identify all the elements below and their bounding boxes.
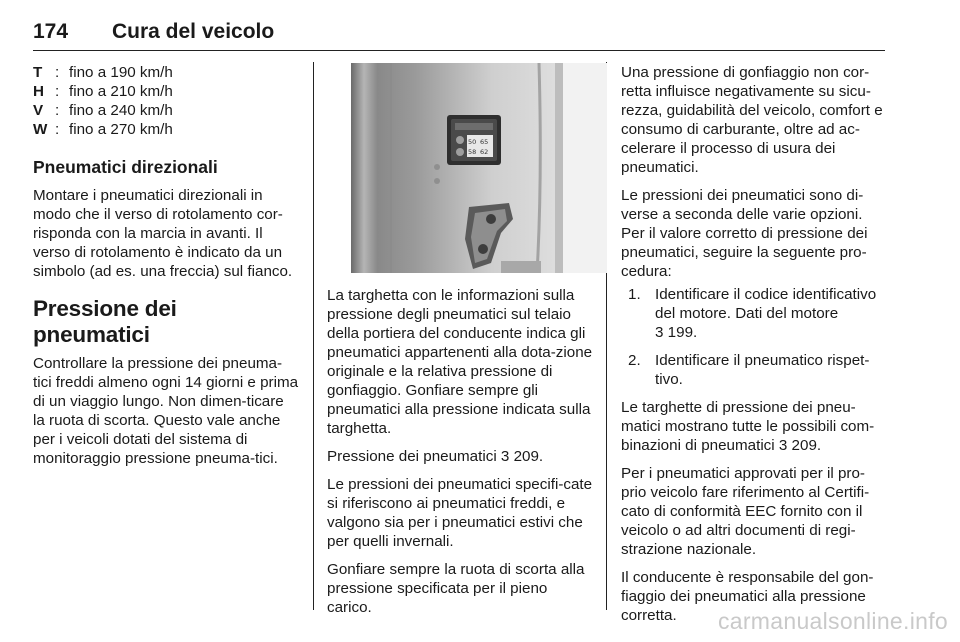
watermark-text: carmanualsonline.info (717, 608, 948, 634)
column-divider-1 (313, 62, 314, 610)
page-title: Cura del veicolo (112, 20, 275, 43)
spare-wheel-paragraph: Gonfiare sempre la ruota di scorta alla pressione specificata per il pieno carico. (327, 561, 585, 616)
speed-code: W (33, 121, 48, 138)
labels-text: Le targhette di pressione dei pneu-matici mostrano tutte le possibili com-binazioni di pneumatici (621, 399, 875, 454)
reference-text: Pressione dei pneumatici (327, 448, 501, 465)
page-header (33, 18, 885, 51)
column-1 (33, 63, 299, 477)
column-3 (621, 63, 887, 634)
speed-code-separator: : (55, 83, 60, 100)
step-text: Identificare il codice identificativo del motore. Dati del motore (655, 286, 877, 322)
cold-tyres-paragraph: Le pressioni dei pneumatici specifi-cate si riferiscono ai pneumatici freddi, e valgono sia per i pneumatici estivi che per quelli invernali. (327, 476, 593, 550)
pressure-reference (327, 447, 593, 466)
door-frame-photo (351, 63, 607, 273)
speed-code-text: fino a 210 km/h (69, 83, 173, 100)
speed-code: H (33, 83, 44, 100)
speed-code-text: fino a 240 km/h (69, 102, 173, 119)
incorrect-pressure-paragraph: Una pressione di gonfiaggio non cor-retta influisce negativamente su sicu-rezza, guidabilità del veicolo, comfort e consumo di carburante, oltre ad ac-celerare il processo di usura dei pneumatici. (621, 64, 883, 176)
figure-caption: La targhetta con le informazioni sulla pressione degli pneumatici sul telaio della portiera del conducente indica gli pneumatici appartenenti alla dota-zione originale e la relativa pressione di gonfiaggio. Gonfiare sempre gli pneumatici alla pressione indicata sulla targhetta. (327, 287, 593, 437)
step-text-wrap (655, 285, 887, 342)
page-ref-arrow-icon: 3 (655, 324, 664, 341)
speed-code-text: fino a 270 km/h (69, 121, 173, 138)
page-ref-arrow-icon: 3 (500, 448, 510, 465)
speed-code-row (33, 82, 299, 101)
procedure-step (621, 285, 887, 342)
door-frame-illustration (351, 63, 607, 273)
speed-code-row (33, 120, 299, 139)
speed-code-row (33, 101, 299, 120)
step-reference: 199. (663, 324, 698, 341)
driver-responsibility-paragraph: Il conducente è responsabile del gon-fiaggio dei pneumatici alla pressione corretta. (621, 569, 874, 624)
speed-code-text: fino a 190 km/h (69, 64, 173, 81)
labels-reference: 209. (787, 437, 822, 454)
column-2 (327, 63, 593, 626)
speed-code-separator: : (55, 64, 60, 81)
pressure-options-paragraph: Le pressioni dei pneumatici sono di-verse a seconda delle varie opzioni. Per il valore corretto di pressione dei pneumatici, seguire la seguente pro-cedura: (621, 187, 868, 280)
speed-code-list (33, 63, 299, 139)
procedure-step (621, 351, 887, 389)
speed-code: T (33, 64, 43, 81)
tyre-pressure-paragraph: Controllare la pressione dei pneuma-tici freddi almeno ogni 14 giorni e prima di un viaggio lungo. Non dimen-ticare la ruota di scorta. Questo vale anche per i veicoli dotati del sistema di monitoraggio pressione pneuma-tici. (33, 355, 299, 467)
step-number: 1. (628, 286, 641, 303)
directional-tyres-paragraph: Montare i pneumatici direzionali in modo che il verso di rotolamento cor-risponda con la marcia in avanti. Il verso di rotolamento è indicato da un simbolo (ad es. una freccia) sul fianco. (33, 187, 293, 280)
step-text: Identificare il pneumatico rispet-tivo. (655, 352, 870, 388)
approved-tyres-paragraph: Per i pneumatici approvati per il pro-prio veicolo fare riferimento al Certifi-cato di conformità EEC fornito con il veicolo o ad altri documenti di regi-strazione nazionale. (621, 465, 870, 558)
pressure-labels-paragraph (621, 398, 887, 455)
step-number: 2. (628, 352, 641, 369)
label-value: 62 (480, 148, 489, 156)
speed-code-separator: : (55, 102, 60, 119)
tyre-pressure-heading: Pressione dei pneumatici (33, 296, 177, 347)
page-ref-arrow-icon: 3 (778, 437, 788, 454)
reference-page: 209. (509, 448, 544, 465)
directional-tyres-heading: Pneumatici direzionali (33, 157, 218, 177)
speed-code-separator: : (55, 121, 60, 138)
label-value: 58 (468, 148, 477, 156)
speed-code: V (33, 102, 44, 119)
speed-code-row (33, 63, 299, 82)
label-value: 65 (480, 138, 489, 146)
page-number: 174 (33, 20, 69, 43)
procedure-steps (621, 285, 887, 389)
label-value: 50 (468, 138, 477, 146)
